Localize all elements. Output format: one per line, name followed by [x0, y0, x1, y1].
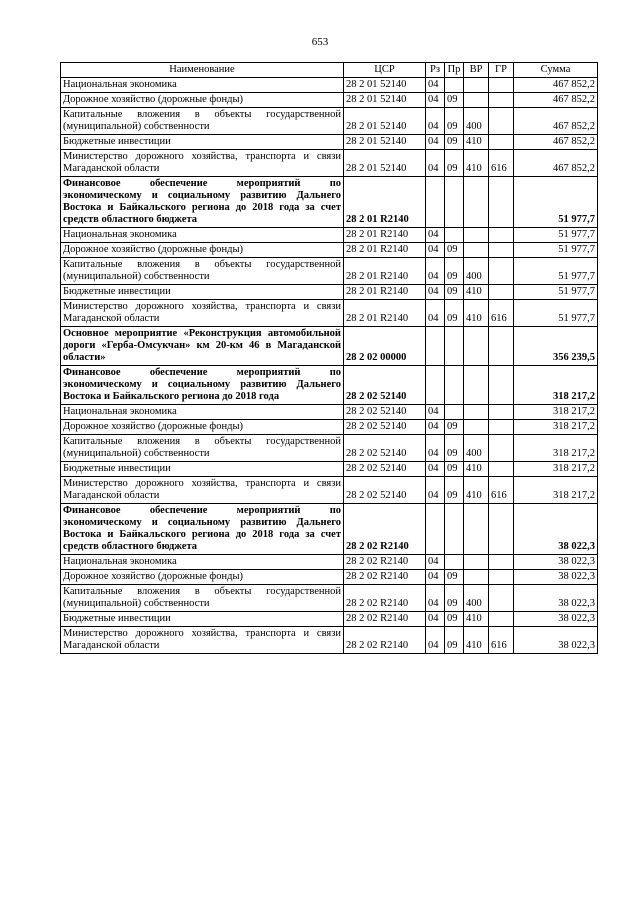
- row-sum: 38 022,3: [514, 627, 598, 654]
- row-pr: 09: [445, 477, 464, 504]
- table-row: [61, 366, 598, 405]
- row-vr: 410: [464, 285, 489, 300]
- row-name: Министерство дорожного хозяйства, транспорта и связи Магаданской области: [61, 477, 344, 504]
- row-gr: [489, 585, 514, 612]
- row-name: Дорожное хозяйство (дорожные фонды): [61, 420, 344, 435]
- table-row: [61, 108, 598, 135]
- row-gr: [489, 420, 514, 435]
- row-pr: 09: [445, 420, 464, 435]
- row-gr: [489, 78, 514, 93]
- row-rz: 04: [426, 150, 445, 177]
- table-row: [61, 285, 598, 300]
- row-name: Дорожное хозяйство (дорожные фонды): [61, 570, 344, 585]
- row-name: Бюджетные инвестиции: [61, 612, 344, 627]
- row-rz: 04: [426, 405, 445, 420]
- col-header-vr: ВР: [464, 63, 489, 78]
- row-gr: [489, 177, 514, 228]
- table-row: [61, 228, 598, 243]
- row-sum: 51 977,7: [514, 243, 598, 258]
- row-sum: 467 852,2: [514, 108, 598, 135]
- row-sum: 38 022,3: [514, 585, 598, 612]
- row-sum: 318 217,2: [514, 405, 598, 420]
- table-row: [61, 477, 598, 504]
- row-sum: 38 022,3: [514, 570, 598, 585]
- col-header-rz: Рз: [426, 63, 445, 78]
- row-gr: [489, 366, 514, 405]
- row-name: Министерство дорожного хозяйства, транспорта и связи Магаданской области: [61, 150, 344, 177]
- row-csr: 28 2 01 R2140: [344, 177, 426, 228]
- row-name: Национальная экономика: [61, 405, 344, 420]
- row-rz: 04: [426, 300, 445, 327]
- row-sum: 318 217,2: [514, 477, 598, 504]
- row-csr: 28 2 01 R2140: [344, 243, 426, 258]
- row-name: Дорожное хозяйство (дорожные фонды): [61, 243, 344, 258]
- row-sum: 467 852,2: [514, 93, 598, 108]
- row-vr: [464, 78, 489, 93]
- col-header-gr: ГР: [489, 63, 514, 78]
- row-rz: 04: [426, 462, 445, 477]
- row-pr: 09: [445, 258, 464, 285]
- table-row: [61, 135, 598, 150]
- row-pr: [445, 405, 464, 420]
- row-gr: 616: [489, 150, 514, 177]
- row-name: Национальная экономика: [61, 555, 344, 570]
- row-gr: [489, 108, 514, 135]
- row-csr: 28 2 02 52140: [344, 435, 426, 462]
- table-row: [61, 555, 598, 570]
- row-gr: 616: [489, 477, 514, 504]
- row-rz: 04: [426, 228, 445, 243]
- row-csr: 28 2 01 R2140: [344, 228, 426, 243]
- row-pr: [445, 366, 464, 405]
- row-vr: 400: [464, 435, 489, 462]
- row-rz: [426, 177, 445, 228]
- row-sum: 356 239,5: [514, 327, 598, 366]
- row-pr: [445, 78, 464, 93]
- row-sum: 318 217,2: [514, 462, 598, 477]
- row-csr: 28 2 01 52140: [344, 108, 426, 135]
- row-vr: [464, 228, 489, 243]
- row-vr: 410: [464, 300, 489, 327]
- table-row: [61, 627, 598, 654]
- row-name: Дорожное хозяйство (дорожные фонды): [61, 93, 344, 108]
- row-pr: 09: [445, 435, 464, 462]
- row-csr: 28 2 02 52140: [344, 405, 426, 420]
- row-name: Бюджетные инвестиции: [61, 462, 344, 477]
- table-row: [61, 612, 598, 627]
- row-name: Капитальные вложения в объекты государственной (муниципальной) собственности: [61, 258, 344, 285]
- table-row: [61, 327, 598, 366]
- table-row: [61, 300, 598, 327]
- row-vr: [464, 555, 489, 570]
- row-vr: [464, 366, 489, 405]
- row-sum: 51 977,7: [514, 285, 598, 300]
- row-pr: 09: [445, 570, 464, 585]
- col-header-csr: ЦСР: [344, 63, 426, 78]
- row-pr: [445, 327, 464, 366]
- row-pr: 09: [445, 243, 464, 258]
- row-sum: 318 217,2: [514, 420, 598, 435]
- row-pr: [445, 504, 464, 555]
- row-gr: [489, 405, 514, 420]
- page-number: 653: [311, 36, 329, 48]
- row-csr: 28 2 01 R2140: [344, 285, 426, 300]
- row-sum: 38 022,3: [514, 504, 598, 555]
- row-name: Финансовое обеспечение мероприятий по экономическому и социальному развитию Дальнего Востока и Байкальского региона до 2018 года: [61, 366, 344, 405]
- row-name: Капитальные вложения в объекты государственной (муниципальной) собственности: [61, 585, 344, 612]
- row-sum: 38 022,3: [514, 555, 598, 570]
- table-row: [61, 462, 598, 477]
- row-pr: [445, 555, 464, 570]
- row-sum: 318 217,2: [514, 366, 598, 405]
- row-csr: 28 2 02 R2140: [344, 570, 426, 585]
- row-gr: [489, 135, 514, 150]
- table-row: [61, 504, 598, 555]
- row-name: Финансовое обеспечение мероприятий по экономическому и социальному развитию Дальнего Востока и Байкальского региона до 2018 года за счет средств областного бюджета: [61, 177, 344, 228]
- row-rz: 04: [426, 285, 445, 300]
- row-gr: [489, 435, 514, 462]
- row-vr: 400: [464, 585, 489, 612]
- row-gr: [489, 570, 514, 585]
- row-rz: 04: [426, 258, 445, 285]
- row-pr: 09: [445, 585, 464, 612]
- row-pr: 09: [445, 300, 464, 327]
- row-vr: [464, 177, 489, 228]
- row-rz: 04: [426, 627, 445, 654]
- row-pr: 09: [445, 93, 464, 108]
- row-csr: 28 2 02 52140: [344, 420, 426, 435]
- row-rz: 04: [426, 135, 445, 150]
- row-sum: 38 022,3: [514, 612, 598, 627]
- row-gr: [489, 258, 514, 285]
- row-gr: [489, 327, 514, 366]
- row-rz: 04: [426, 108, 445, 135]
- row-csr: 28 2 02 R2140: [344, 612, 426, 627]
- row-rz: 04: [426, 93, 445, 108]
- row-vr: 410: [464, 627, 489, 654]
- row-csr: 28 2 01 R2140: [344, 258, 426, 285]
- row-name: Финансовое обеспечение мероприятий по экономическому и социальному развитию Дальнего Востока и Байкальского региона до 2018 года за счет средств областного бюджета: [61, 504, 344, 555]
- row-sum: 51 977,7: [514, 300, 598, 327]
- row-rz: 04: [426, 555, 445, 570]
- row-vr: [464, 327, 489, 366]
- budget-table: [60, 62, 598, 654]
- row-csr: 28 2 01 52140: [344, 135, 426, 150]
- row-gr: [489, 612, 514, 627]
- row-pr: 09: [445, 612, 464, 627]
- row-csr: 28 2 02 52140: [344, 366, 426, 405]
- row-csr: 28 2 01 52140: [344, 78, 426, 93]
- row-name: Национальная экономика: [61, 228, 344, 243]
- row-csr: 28 2 02 R2140: [344, 627, 426, 654]
- row-vr: [464, 420, 489, 435]
- row-rz: 04: [426, 612, 445, 627]
- table-header-row: [61, 63, 598, 78]
- row-vr: [464, 93, 489, 108]
- row-vr: 400: [464, 258, 489, 285]
- row-pr: 09: [445, 462, 464, 477]
- table-row: [61, 177, 598, 228]
- table-row: [61, 150, 598, 177]
- row-gr: [489, 285, 514, 300]
- row-name: Основное мероприятие «Реконструкция автомобильной дороги «Герба-Омсукчан» км 20-км 46 в Магаданской области»: [61, 327, 344, 366]
- row-gr: [489, 555, 514, 570]
- row-csr: 28 2 02 R2140: [344, 504, 426, 555]
- row-sum: 467 852,2: [514, 78, 598, 93]
- row-csr: 28 2 02 52140: [344, 462, 426, 477]
- row-rz: 04: [426, 435, 445, 462]
- row-sum: 51 977,7: [514, 228, 598, 243]
- row-vr: 410: [464, 477, 489, 504]
- col-header-pr: Пр: [445, 63, 464, 78]
- row-pr: 09: [445, 108, 464, 135]
- row-rz: 04: [426, 243, 445, 258]
- row-rz: 04: [426, 420, 445, 435]
- row-sum: 467 852,2: [514, 135, 598, 150]
- table-row: [61, 78, 598, 93]
- row-csr: 28 2 02 00000: [344, 327, 426, 366]
- row-name: Бюджетные инвестиции: [61, 285, 344, 300]
- table-row: [61, 585, 598, 612]
- row-vr: [464, 243, 489, 258]
- row-pr: [445, 228, 464, 243]
- row-csr: 28 2 02 R2140: [344, 555, 426, 570]
- row-vr: [464, 570, 489, 585]
- row-gr: [489, 243, 514, 258]
- table-row: [61, 258, 598, 285]
- row-sum: 51 977,7: [514, 177, 598, 228]
- row-vr: 410: [464, 462, 489, 477]
- row-gr: [489, 504, 514, 555]
- table-row: [61, 420, 598, 435]
- row-vr: 410: [464, 150, 489, 177]
- row-vr: [464, 405, 489, 420]
- row-rz: 04: [426, 78, 445, 93]
- row-pr: 09: [445, 627, 464, 654]
- row-pr: [445, 177, 464, 228]
- row-gr: 616: [489, 627, 514, 654]
- table-row: [61, 570, 598, 585]
- row-name: Бюджетные инвестиции: [61, 135, 344, 150]
- table-row: [61, 405, 598, 420]
- row-csr: 28 2 02 R2140: [344, 585, 426, 612]
- row-rz: [426, 366, 445, 405]
- table-row: [61, 435, 598, 462]
- row-vr: 410: [464, 135, 489, 150]
- row-rz: 04: [426, 570, 445, 585]
- row-name: Национальная экономика: [61, 78, 344, 93]
- row-pr: 09: [445, 135, 464, 150]
- row-vr: 410: [464, 612, 489, 627]
- col-header-sum: Сумма: [514, 63, 598, 78]
- table-row: [61, 93, 598, 108]
- row-gr: [489, 462, 514, 477]
- row-csr: 28 2 02 52140: [344, 477, 426, 504]
- table-row: [61, 243, 598, 258]
- row-rz: [426, 327, 445, 366]
- row-csr: 28 2 01 R2140: [344, 300, 426, 327]
- row-gr: [489, 228, 514, 243]
- row-rz: 04: [426, 585, 445, 612]
- row-pr: 09: [445, 150, 464, 177]
- row-sum: 318 217,2: [514, 435, 598, 462]
- row-gr: [489, 93, 514, 108]
- row-sum: 51 977,7: [514, 258, 598, 285]
- row-name: Министерство дорожного хозяйства, транспорта и связи Магаданской области: [61, 627, 344, 654]
- row-csr: 28 2 01 52140: [344, 150, 426, 177]
- row-vr: 400: [464, 108, 489, 135]
- row-rz: 04: [426, 477, 445, 504]
- row-gr: 616: [489, 300, 514, 327]
- row-name: Капитальные вложения в объекты государственной (муниципальной) собственности: [61, 435, 344, 462]
- col-header-name: Наименование: [61, 63, 344, 78]
- row-name: Капитальные вложения в объекты государственной (муниципальной) собственности: [61, 108, 344, 135]
- row-pr: 09: [445, 285, 464, 300]
- row-csr: 28 2 01 52140: [344, 93, 426, 108]
- row-vr: [464, 504, 489, 555]
- row-sum: 467 852,2: [514, 150, 598, 177]
- row-name: Министерство дорожного хозяйства, транспорта и связи Магаданской области: [61, 300, 344, 327]
- row-rz: [426, 504, 445, 555]
